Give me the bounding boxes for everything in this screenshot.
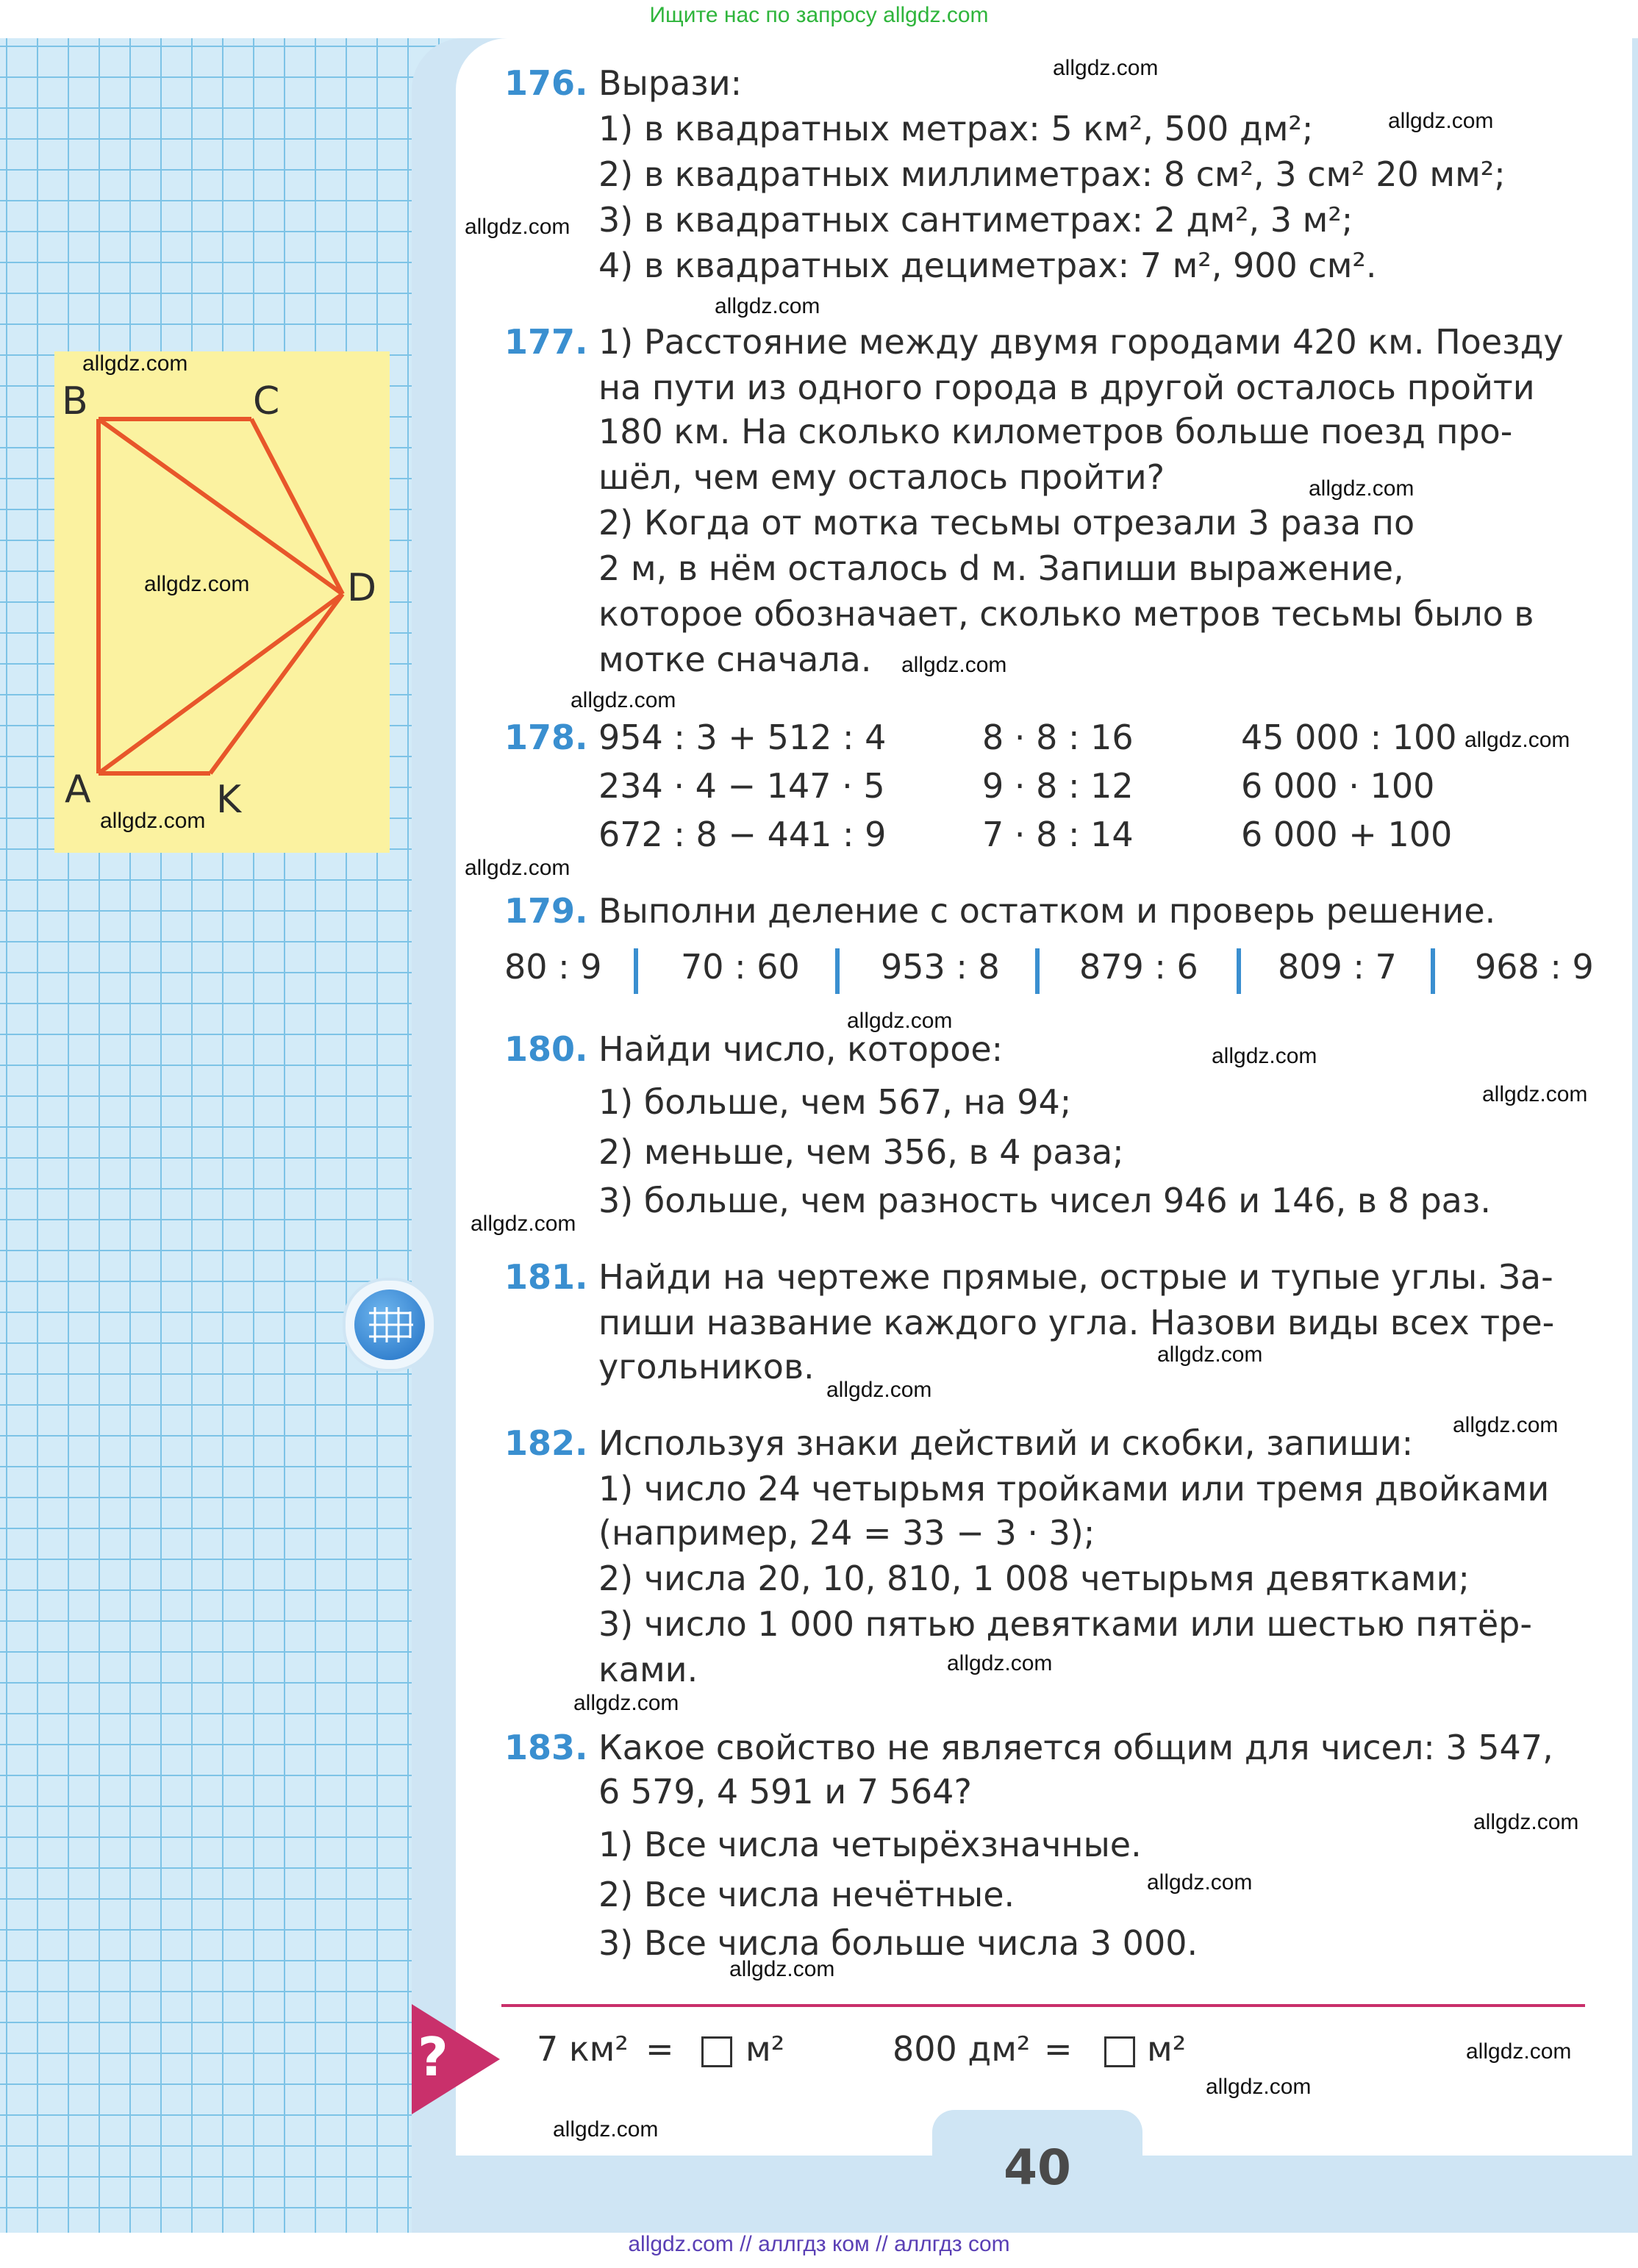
- task-179-separator: [1237, 948, 1241, 994]
- watermark: allgdz.com: [571, 688, 676, 712]
- watermark: allgdz.com: [847, 1009, 953, 1033]
- answer-box[interactable]: [1104, 2036, 1135, 2067]
- header-link[interactable]: Ищите нас по запросу allgdz.com: [649, 3, 989, 27]
- watermark: allgdz.com: [1309, 476, 1415, 501]
- watermark: allgdz.com: [465, 215, 571, 239]
- watermark: allgdz.com: [1482, 1082, 1588, 1106]
- task-182-line-2: 1) число 24 четырьмя тройками или тремя двойками: [598, 1469, 1550, 1509]
- divider: [501, 2004, 1585, 2007]
- watermark: allgdz.com: [553, 2117, 659, 2142]
- geometry-figure: [54, 351, 390, 853]
- task-179-item: 809 : 7: [1278, 947, 1397, 987]
- task-180-line-1: 1) больше, чем 567, на 94;: [598, 1082, 1072, 1122]
- watermark: allgdz.com: [1453, 1413, 1559, 1437]
- vertex-d-label: D: [347, 566, 377, 610]
- task-182-line-6: ками.: [598, 1650, 698, 1689]
- watermark: allgdz.com: [1157, 1342, 1263, 1367]
- watermark: allgdz.com: [1206, 2075, 1312, 2099]
- grid-icon: [343, 1278, 437, 1372]
- segment-bd: [99, 419, 343, 594]
- question-mark-icon: [412, 2004, 500, 2117]
- task-181-line-1: Найди на чертеже прямые, острые и тупые углы. За-: [598, 1257, 1553, 1297]
- watermark: allgdz.com: [573, 1691, 679, 1715]
- task-177-number: 177.: [504, 322, 588, 362]
- watermark: allgdz.com: [465, 856, 571, 880]
- watermark: allgdz.com: [901, 653, 1007, 677]
- segment-cd: [251, 419, 343, 594]
- task-176-title: Вырази:: [598, 63, 743, 103]
- task-177-line-5: 2) Когда от мотка тесьмы отрезали 3 раза по: [598, 503, 1415, 543]
- task-183-line-5: 3) Все числа больше числа 3 000.: [598, 1923, 1198, 1963]
- task-178-expr: 6 000 + 100: [1241, 815, 1453, 854]
- watermark: allgdz.com: [1212, 1044, 1317, 1068]
- bottom-expr-1-unit: м²: [745, 2029, 785, 2069]
- task-181-number: 181.: [504, 1257, 588, 1297]
- bottom-expr-2-eq: =: [1044, 2029, 1073, 2069]
- watermark: allgdz.com: [1053, 56, 1159, 80]
- vertex-k-label: K: [216, 778, 242, 822]
- task-179-item: 953 : 8: [881, 947, 1000, 987]
- task-177-line-2: на пути из одного города в другой осталось пройти: [598, 368, 1535, 407]
- task-180-line-3: 3) больше, чем разность чисел 946 и 146, в 8 раз.: [598, 1181, 1491, 1220]
- task-182-line-4: 2) числа 20, 10, 810, 1 008 четырьмя девятками;: [598, 1559, 1470, 1598]
- task-183-line-3: 1) Все числа четырёхзначные.: [598, 1825, 1142, 1864]
- task-178-expr: 45 000 : 100: [1241, 718, 1457, 757]
- watermark: allgdz.com: [1466, 2039, 1572, 2064]
- watermark: allgdz.com: [826, 1378, 932, 1402]
- task-182-line-5: 3) число 1 000 пятью девятками или шестью пятёр-: [598, 1604, 1532, 1644]
- task-176-line-3: 3) в квадратных сантиметрах: 2 дм², 3 м²;: [598, 200, 1353, 240]
- task-179-item: 879 : 6: [1079, 947, 1198, 987]
- task-183-line-1: Какое свойство не является общим для чисел: 3 547,: [598, 1728, 1553, 1767]
- page-number: 40: [1004, 2139, 1071, 2196]
- watermark: allgdz.com: [471, 1212, 576, 1236]
- watermark: allgdz.com: [1388, 109, 1494, 133]
- task-177-line-3: 180 км. На сколько километров больше поезд про-: [598, 412, 1513, 451]
- task-178-expr: 6 000 · 100: [1241, 766, 1435, 806]
- vertex-c-label: C: [253, 379, 280, 423]
- watermark: allgdz.com: [82, 351, 188, 376]
- task-182-line-1: Используя знаки действий и скобки, запиши:: [598, 1423, 1414, 1463]
- task-178-expr: 7 · 8 : 14: [982, 815, 1134, 854]
- vertex-a-label: A: [65, 768, 91, 812]
- watermark: allgdz.com: [1464, 728, 1570, 752]
- task-177-line-1: 1) Расстояние между двумя городами 420 км. Поезду: [598, 322, 1564, 362]
- task-183-line-4: 2) Все числа нечётные.: [598, 1875, 1015, 1914]
- task-183-line-2: 6 579, 4 591 и 7 564?: [598, 1772, 972, 1811]
- answer-box[interactable]: [701, 2036, 732, 2067]
- task-178-expr: 8 · 8 : 16: [982, 718, 1134, 757]
- task-178-expr: 954 : 3 + 512 : 4: [598, 718, 887, 757]
- task-179-separator: [1035, 948, 1040, 994]
- task-178-expr: 9 · 8 : 12: [982, 766, 1134, 806]
- task-178-expr: 234 · 4 − 147 · 5: [598, 766, 885, 806]
- task-179-item: 968 : 9: [1475, 947, 1594, 987]
- task-182-line-3: (например, 24 = 33 − 3 · 3);: [598, 1513, 1095, 1553]
- watermark: allgdz.com: [715, 294, 820, 318]
- footer-link[interactable]: allgdz.com // аллгдз ком // аллгдз com: [628, 2232, 1010, 2256]
- task-180-title: Найди число, которое:: [598, 1029, 1004, 1069]
- task-178-expr: 672 : 8 − 441 : 9: [598, 815, 887, 854]
- task-176-line-1: 1) в квадратных метрах: 5 км², 500 дм²;: [598, 109, 1314, 149]
- task-179-separator: [1431, 948, 1435, 994]
- segment-ad: [99, 594, 343, 773]
- task-179-title: Выполни деление с остатком и проверь решение.: [598, 891, 1496, 931]
- bottom-expr-1-left: 7 км²: [537, 2029, 629, 2069]
- task-177-line-4: шёл, чем ему осталось пройти?: [598, 457, 1165, 497]
- task-179-number: 179.: [504, 891, 588, 931]
- task-179-separator: [835, 948, 840, 994]
- task-177-line-6: 2 м, в нём осталось d м. Запиши выражение,: [598, 548, 1404, 588]
- task-179-item: 70 : 60: [681, 947, 800, 987]
- task-183-number: 183.: [504, 1728, 588, 1767]
- watermark: allgdz.com: [1473, 1810, 1579, 1834]
- bottom-expr-2-unit: м²: [1147, 2029, 1187, 2069]
- task-178-number: 178.: [504, 718, 588, 757]
- task-177-line-7: которое обозначает, сколько метров тесьмы было в: [598, 594, 1534, 634]
- qmark-text: ?: [418, 2026, 448, 2088]
- watermark: allgdz.com: [144, 572, 250, 596]
- task-182-number: 182.: [504, 1423, 588, 1463]
- segment-kd: [210, 594, 343, 773]
- task-179-separator: [634, 948, 638, 994]
- vertex-b-label: B: [62, 379, 88, 423]
- task-176-line-4: 4) в квадратных дециметрах: 7 м², 900 см².: [598, 246, 1377, 285]
- task-177-line-8: мотке сначала.: [598, 640, 872, 679]
- watermark: allgdz.com: [100, 809, 206, 833]
- task-181-line-3: угольников.: [598, 1347, 815, 1387]
- task-176-line-2: 2) в квадратных миллиметрах: 8 см², 3 см² 20 мм²;: [598, 154, 1506, 194]
- task-176-number: 176.: [504, 63, 588, 103]
- watermark: allgdz.com: [947, 1651, 1053, 1675]
- watermark: allgdz.com: [1147, 1870, 1253, 1895]
- task-181-line-2: пиши название каждого угла. Назови виды всех тре-: [598, 1303, 1555, 1342]
- task-180-line-2: 2) меньше, чем 356, в 4 раза;: [598, 1132, 1124, 1172]
- bottom-expr-1-eq: =: [645, 2029, 674, 2069]
- task-179-item: 80 : 9: [504, 947, 602, 987]
- watermark: allgdz.com: [729, 1957, 835, 1981]
- task-180-number: 180.: [504, 1029, 588, 1069]
- bottom-expr-2-left: 800 дм²: [893, 2029, 1031, 2069]
